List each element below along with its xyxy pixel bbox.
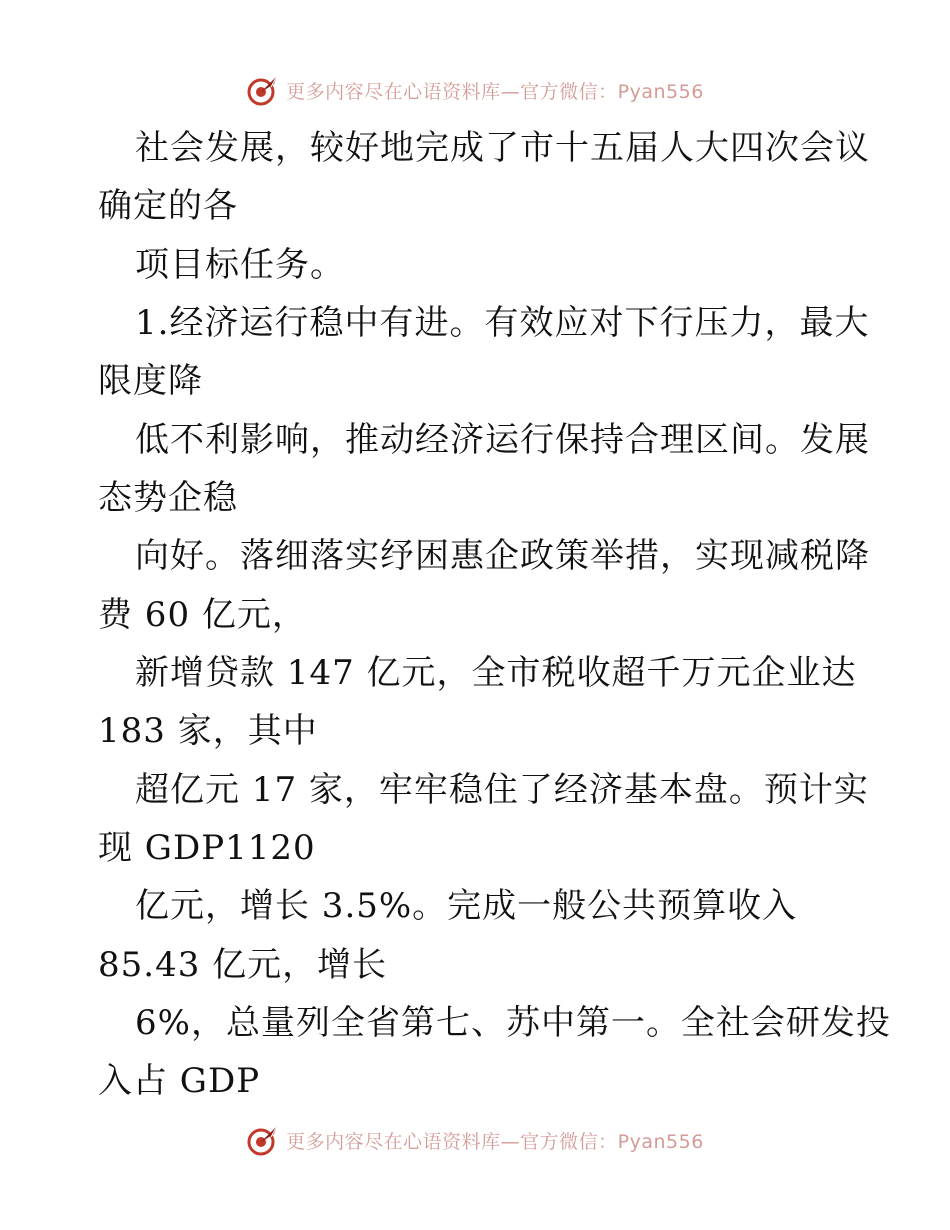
text-line: 态势企稳: [98, 478, 238, 518]
footer-watermark: [0, 1120, 950, 1160]
text-line: 项目标任务。: [135, 245, 345, 285]
text-line: 社会发展，较好地完成了市十五届人大四次会议: [135, 128, 870, 168]
watermark-text: 更多内容尽在心语资料库—官方微信：Pyan556: [286, 1130, 704, 1153]
feather-pen-logo-icon: [246, 73, 280, 107]
text-line: 入占 GDP: [98, 1061, 261, 1101]
text-line: 6%，总量列全省第七、苏中第一。全社会研发投: [135, 1003, 891, 1043]
text-line: 低不利影响，推动经济运行保持合理区间。发展: [135, 420, 870, 460]
header-watermark: [0, 70, 950, 110]
text-line: 确定的各: [98, 186, 238, 226]
text-line: 超亿元 17 家，牢牢稳住了经济基本盘。预计实: [135, 770, 869, 810]
text-line: 现 GDP1120: [98, 828, 316, 868]
text-line: 183 家，其中: [98, 711, 318, 751]
feather-pen-logo-icon: [246, 1123, 280, 1157]
text-line: 新增贷款 147 亿元，全市税收超千万元企业达: [135, 653, 857, 693]
watermark-text: 更多内容尽在心语资料库—官方微信：Pyan556: [286, 80, 704, 103]
text-line: 亿元，增长 3.5%。完成一般公共预算收入: [135, 886, 798, 926]
text-line: 费 60 亿元，: [98, 595, 307, 635]
text-line: 1.经济运行稳中有进。有效应对下行压力，最大: [135, 303, 870, 343]
text-line: 向好。落细落实纾困惠企政策举措，实现减税降: [135, 536, 870, 576]
text-line: 85.43 亿元，增长: [98, 945, 388, 985]
text-line: 限度降: [98, 361, 203, 401]
